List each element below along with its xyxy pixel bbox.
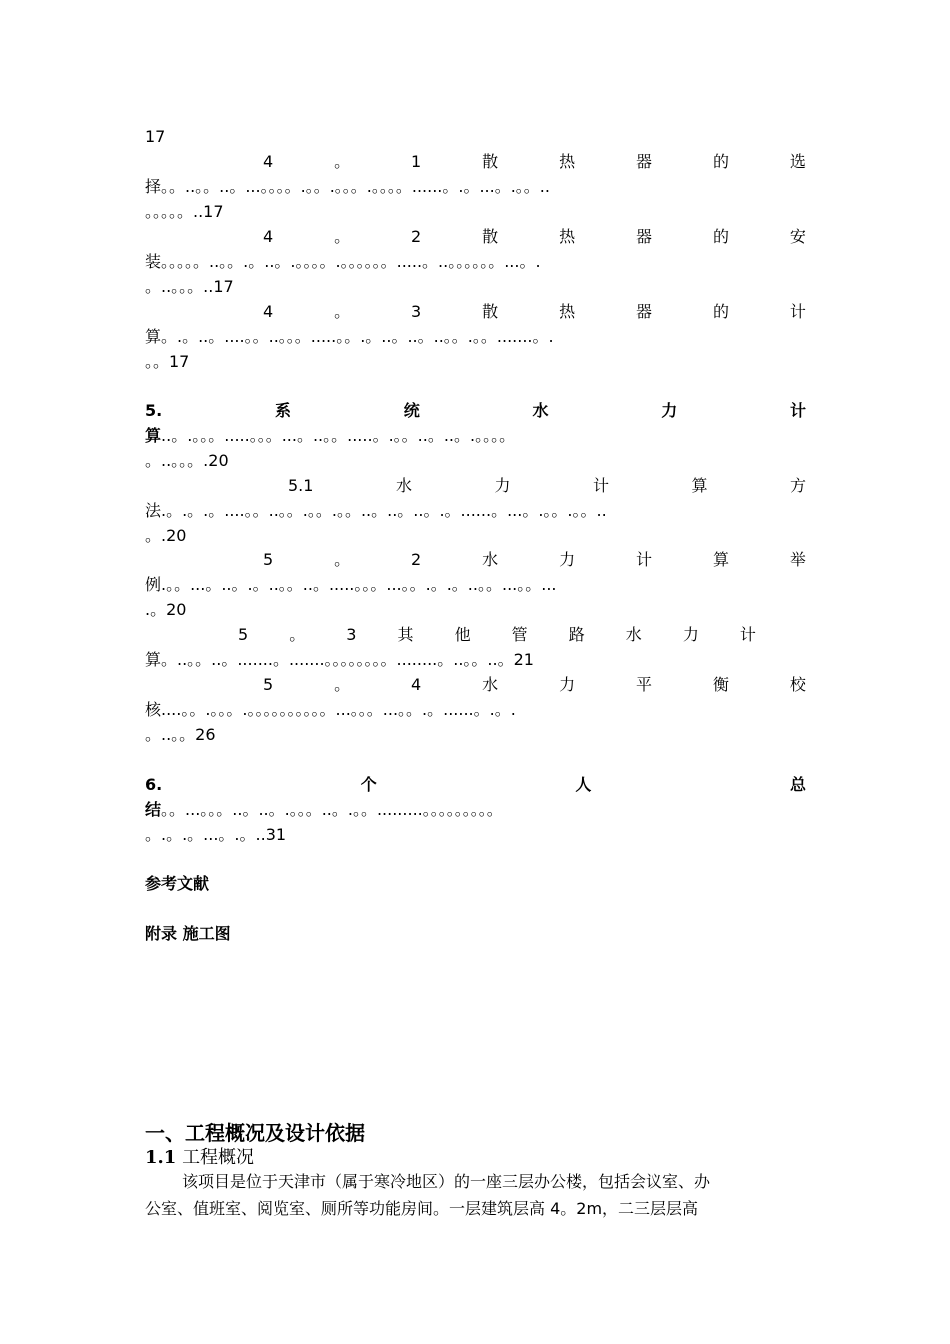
toc-title-char: 个 bbox=[360, 775, 377, 794]
toc-title-char: 的 bbox=[712, 302, 729, 321]
toc-leader: 择。。..。。..。...。。。。.。。.。。。.。。。。......。.。...。.。。.. bbox=[145, 177, 550, 196]
section-title: 一、工程概况及设计依据 bbox=[145, 1121, 365, 1145]
body-paragraph bbox=[145, 1168, 806, 1222]
toc-title-char: 计 bbox=[739, 625, 756, 644]
toc-title-char: 算 bbox=[712, 550, 729, 569]
toc-title-char: 散 bbox=[482, 227, 499, 246]
toc-entry-5-3[interactable] bbox=[238, 622, 756, 647]
toc-title-char: 5.1 bbox=[288, 476, 314, 495]
toc-title-char: 。 bbox=[334, 227, 351, 246]
toc-entry-4-3[interactable] bbox=[263, 299, 806, 324]
toc-title-char: 。 bbox=[334, 152, 351, 171]
toc-title-char: 。 bbox=[334, 675, 351, 694]
subsection-number: 1.1 bbox=[145, 1147, 177, 1168]
toc-title-char: 计 bbox=[789, 401, 806, 420]
toc-title-char: 安 bbox=[789, 227, 806, 246]
toc-title-char: 平 bbox=[636, 675, 653, 694]
toc-chapter-6[interactable] bbox=[145, 772, 806, 797]
toc-title-char: 衡 bbox=[712, 675, 729, 694]
toc-title-char: 算 bbox=[691, 476, 708, 495]
toc-title-char: 举 bbox=[789, 550, 806, 569]
toc-title-char: 散 bbox=[482, 302, 499, 321]
toc-title-char: 方 bbox=[789, 476, 806, 495]
toc-title-char: 力 bbox=[559, 675, 576, 694]
toc-title-char: 力 bbox=[494, 476, 511, 495]
toc-title-char: 器 bbox=[636, 302, 653, 321]
toc-leader: 装。。。。。..。。.。..。.。。。。.。。。。。。.....。..。。。。。。...。. bbox=[145, 252, 541, 271]
paragraph-line: 该项目是位于天津市（属于寒冷地区）的一座三层办公楼，包括会议室、办 bbox=[182, 1172, 711, 1191]
toc-leader: 算。..。。..。.......。.......。。。。。。。。........。..。。..。21 bbox=[145, 650, 534, 669]
toc-title-char: 总 bbox=[789, 775, 806, 794]
toc-page-number: 17 bbox=[145, 127, 166, 146]
toc-leader: 结。。...。。。..。..。.。。。..。.。。.........。。。。。。。。。 bbox=[145, 800, 503, 819]
toc-leader: 例.。。...。..。.。..。。..。.....。。。...。。.。.。..。。...。。... bbox=[145, 575, 557, 594]
toc-title-char: 计 bbox=[592, 476, 609, 495]
toc-leader-dots: 。。...。。。..。..。.。。。..。.。。.........。。。。。。。。。 bbox=[161, 800, 503, 819]
document-page bbox=[145, 0, 806, 1344]
toc-title-char: 校 bbox=[789, 675, 806, 694]
toc-leader: 法.。.。.。....。。..。。.。。.。。..。..。..。.。......。...。.。。.。。.. bbox=[145, 501, 607, 520]
toc-title-char: 的 bbox=[712, 227, 729, 246]
toc-title-char: 力 bbox=[682, 625, 699, 644]
toc-title-char: 。 bbox=[334, 302, 351, 321]
toc-title-char: 水 bbox=[482, 550, 499, 569]
toc-title-char: 计 bbox=[636, 550, 653, 569]
toc-title-char: 4 bbox=[411, 675, 422, 694]
toc-title-char: 4 bbox=[263, 302, 274, 321]
toc-chapter-5[interactable] bbox=[145, 398, 806, 423]
toc-title-char: 6. bbox=[145, 775, 163, 794]
toc-entry-5-4[interactable] bbox=[263, 672, 806, 697]
toc-title-char: 器 bbox=[636, 152, 653, 171]
toc-title-char: 系 bbox=[274, 401, 291, 420]
toc-title-char: 2 bbox=[411, 550, 422, 569]
toc-title-char: 水 bbox=[395, 476, 412, 495]
toc-title-char: 管 bbox=[511, 625, 528, 644]
toc-leader: 算..。.。。。.....。。。...。..。。.....。.。。..。..。.。。。。 bbox=[145, 426, 516, 445]
toc-title-char: 路 bbox=[568, 625, 585, 644]
toc-title-char: 。 bbox=[289, 625, 306, 644]
toc-references[interactable]: 参考文献 bbox=[145, 874, 210, 893]
toc-leader-dots: ..。.。。。.....。。。...。..。。.....。.。。..。..。.。。。。 bbox=[161, 426, 516, 445]
toc-leader-page: 。。17 bbox=[145, 352, 190, 371]
toc-title-char: 5 bbox=[263, 675, 274, 694]
toc-leader-page: 。..。。。..17 bbox=[145, 277, 234, 296]
toc-leader-page: 。..。。26 bbox=[145, 725, 216, 744]
toc-title-char: 器 bbox=[636, 227, 653, 246]
toc-leader-page: .。20 bbox=[145, 600, 187, 619]
toc-title-char: 5 bbox=[263, 550, 274, 569]
toc-leader: 核....。。.。。。.。。。。。。。。。。...。。。...。。.。......。.。. bbox=[145, 700, 516, 719]
toc-entry-4-1[interactable] bbox=[263, 149, 806, 174]
toc-appendix[interactable]: 附录 施工图 bbox=[145, 924, 231, 943]
toc-title-char: 人 bbox=[575, 775, 592, 794]
toc-title-char: 热 bbox=[559, 302, 576, 321]
toc-leader-page: 。。。。。..17 bbox=[145, 202, 224, 221]
toc-title-char: 水 bbox=[482, 675, 499, 694]
toc-leader-page: 。..。。。.20 bbox=[145, 451, 229, 470]
toc-title-char: 热 bbox=[559, 152, 576, 171]
toc-title-char: 计 bbox=[789, 302, 806, 321]
toc-title-char: 2 bbox=[411, 227, 422, 246]
toc-title-char: 水 bbox=[625, 625, 642, 644]
toc-title-char: 4 bbox=[263, 152, 274, 171]
toc-title-char: 1 bbox=[411, 152, 422, 171]
toc-entry-5-1[interactable] bbox=[288, 473, 806, 498]
toc-leader-page: 。.20 bbox=[145, 526, 187, 545]
toc-title-char: 。 bbox=[334, 550, 351, 569]
paragraph-line: 公室、值班室、阅览室、厕所等功能房间。一层建筑层高 4。2m，二三层层高 bbox=[145, 1199, 699, 1218]
toc-leader-page: 。.。.。...。.。..31 bbox=[145, 825, 287, 844]
toc-entry-5-2[interactable] bbox=[263, 547, 806, 572]
toc-title-char: 热 bbox=[559, 227, 576, 246]
toc-title-char: 5. bbox=[145, 401, 163, 420]
toc-title-char: 3 bbox=[411, 302, 422, 321]
toc-title-char: 的 bbox=[712, 152, 729, 171]
toc-title-char: 力 bbox=[661, 401, 678, 420]
toc-title-char: 水 bbox=[532, 401, 549, 420]
subsection-text: 工程概况 bbox=[182, 1147, 255, 1168]
toc-title-char: 力 bbox=[559, 550, 576, 569]
toc-leader: 算。.。..。....。。..。。。.....。。.。..。..。..。。.。。.......。. bbox=[145, 327, 554, 346]
toc-title-char: 5 bbox=[238, 625, 249, 644]
toc-title-char: 3 bbox=[346, 625, 357, 644]
toc-title-char: 选 bbox=[789, 152, 806, 171]
toc-title-char: 散 bbox=[482, 152, 499, 171]
toc-entry-4-2[interactable] bbox=[263, 224, 806, 249]
toc-title-char: 其 bbox=[397, 625, 414, 644]
toc-title-char: 他 bbox=[454, 625, 471, 644]
toc-title-char: 4 bbox=[263, 227, 274, 246]
toc-title-char: 统 bbox=[403, 401, 420, 420]
